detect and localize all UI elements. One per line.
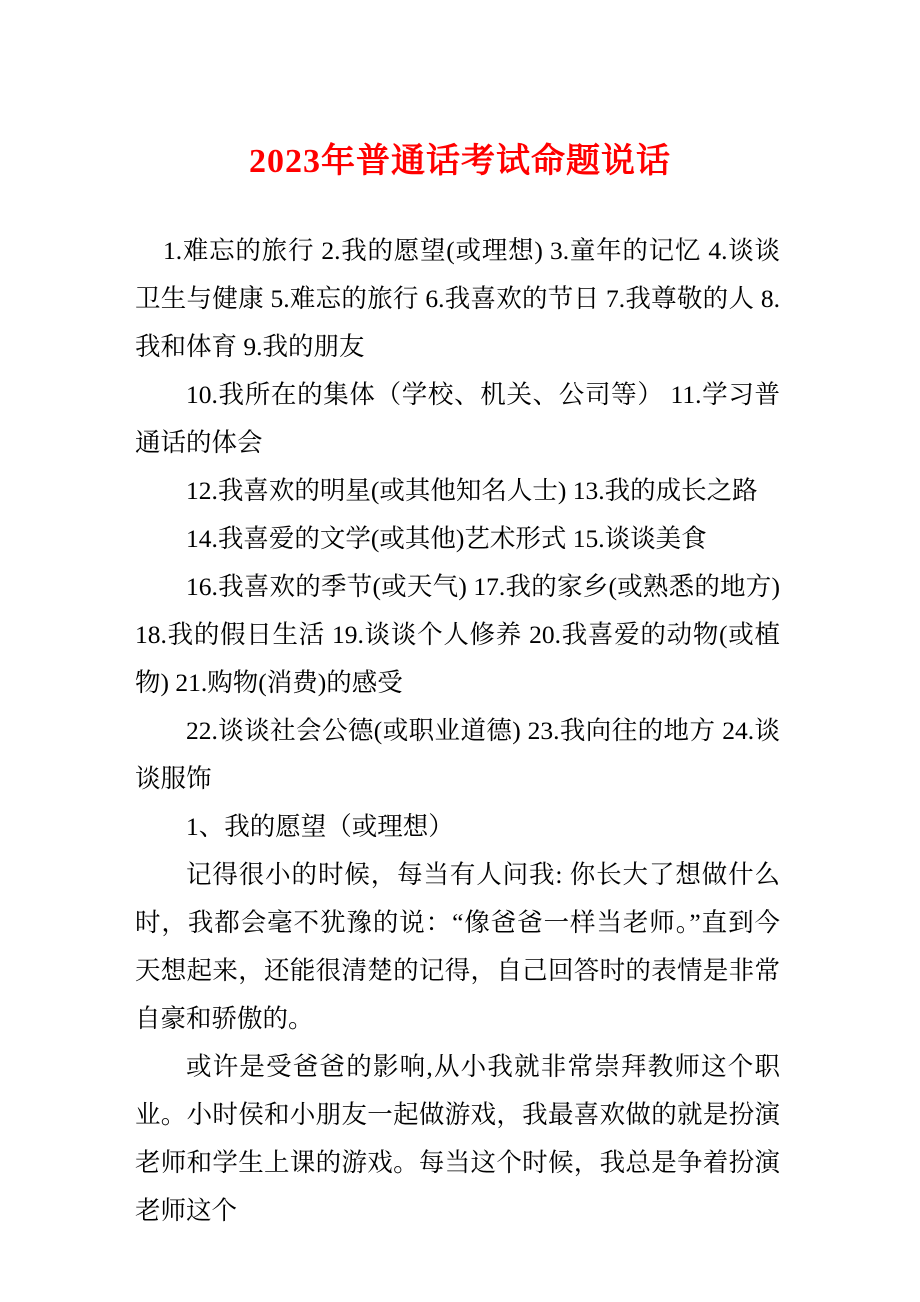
paragraph-body-2: 或许是受爸爸的影响,从小我就非常崇拜教师这个职业。小时侯和小朋友一起做游戏，我最喜欢做的就是扮演老师和学生上课的游戏。每当这个时候，我总是争着扮演老师这个 <box>135 1051 780 1225</box>
paragraph-topic-list-4: 14.我喜爱的文学(或其他)艺术形式 15.谈谈美食 <box>186 523 707 553</box>
paragraph-topic-list-6: 22.谈谈社会公德(或职业道德) 23.我向往的地方 24.谈谈服饰 <box>135 715 780 793</box>
document-body <box>0 227 920 1235</box>
paragraph-topic-list-3: 12.我喜欢的明星(或其他知名人士) 13.我的成长之路 <box>186 475 758 505</box>
paragraph-topic-list-2: 10.我所在的集体（学校、机关、公司等） 11.学习普通话的体会 <box>135 379 780 457</box>
page-title: 2023年普通话考试命题说话 <box>249 143 671 180</box>
section-heading-1: 1、我的愿望（或理想） <box>186 811 454 841</box>
paragraph-topic-list-5: 16.我喜欢的季节(或天气) 17.我的家乡(或熟悉的地方) 18.我的假日生活 19.谈谈个人修养 20.我喜爱的动物(或植物) 21.购物(消费)的感受 <box>135 571 780 697</box>
paragraph-body-1: 记得很小的时候，每当有人问我: 你长大了想做什么时，我都会毫不犹豫的说：“像爸爸一样当老师。”直到今天想起来，还能很清楚的记得，自己回答时的表情是非常自豪和骄傲的。 <box>135 859 780 1033</box>
paragraph-topic-list-1: 1.难忘的旅行 2.我的愿望(或理想) 3.童年的记忆 4.谈谈卫生与健康 5.难忘的旅行 6.我喜欢的节日 7.我尊敬的人 8.我和体育 9.我的朋友 <box>135 235 780 361</box>
